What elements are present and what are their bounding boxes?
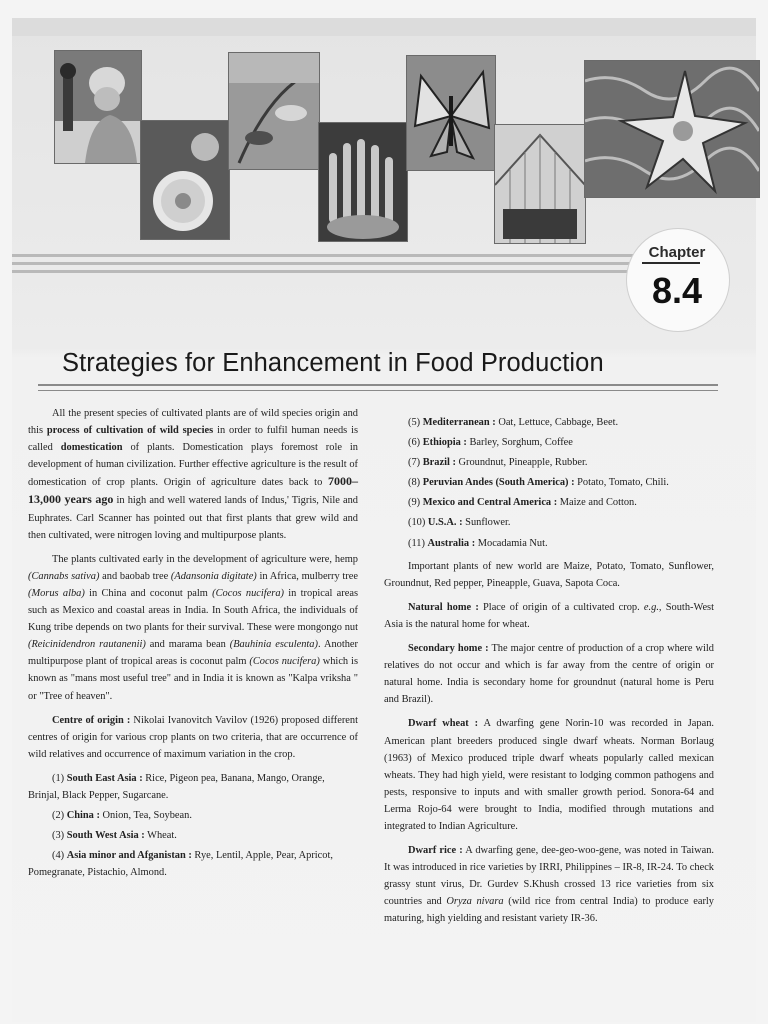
list-item: (1) South East Asia : Rice, Pigeon pea, Banana, Mango, Orange, Brinjal, Black Pepper, Sugarcane. [28, 772, 325, 801]
plant-seedling-photo [228, 52, 320, 170]
dwarf-wheat-paragraph: Dwarf wheat : A dwarfing gene Norin-10 was recorded in Japan. American plant breeders produced single dwarf wheats. Norman Borlaug (1963) of Mexico produced triple dwarf wheats popularly called mexican wheats. They had high yield, were resistant to lodging common pathogens and pests, responsive to inputs and with smaller growth period. Sonora-64 and Lerma Rojo-64 were brought to India, modified through mutations and integrated to Indian Agriculture. [384, 718, 714, 832]
sea-anemone-photo [318, 122, 408, 242]
left-column [28, 405, 358, 884]
scientist-photo [54, 50, 142, 164]
greenhouse-photo [494, 124, 586, 244]
chapter-number: 8.4 [651, 270, 703, 311]
list-item: (11) Australia : Mocadamia Nut. [408, 537, 548, 549]
list-item: (5) Mediterranean : Oat, Lettuce, Cabbage, Beet. [408, 417, 619, 428]
title-rule [38, 390, 718, 391]
secondary-home-paragraph: Secondary home : The major centre of production of a crop where wild relatives do not occur and which is far away from the centre of origin or natural home. India is secondary home for groundnut (natural home is Peru and Brazil). [384, 643, 714, 706]
list-item: (9) Mexico and Central America : Maize and Cotton. [408, 497, 637, 509]
title-rule [38, 384, 718, 386]
list-item: (4) Asia minor and Afganistan : Rye, Lentil, Apple, Pear, Apricot, Pomegranate, Pistachio, Almond. [28, 850, 333, 879]
butterfly-photo [406, 55, 496, 171]
page-title: Strategies for Enhancement in Food Production [62, 349, 604, 377]
early-plants-paragraph: The plants cultivated early in the development of agriculture were, hemp (Cannabs sativa) and baobab tree (Adansonia digitate) in Africa, mulberry tree (Morus alba) in China and coconut palm (Cocos nucifera) in tropical areas such as Mexico and coastal areas in India. In South Africa, the individuals of Kung tribe depends on two plants for their survival. These were mongongo nut (Reicinidendron rautanenii) and marama bean (Bauhinia esculenta). Another multipurpose plant of tropical areas is coconut palm (Cocos nucifera) which is known as "mans most useful tree" and in India it is known as "Kalpa vriksha " or "Tree of heaven". [28, 553, 359, 702]
starfish-coral-photo [584, 60, 760, 198]
decorative-stripe [12, 270, 652, 273]
chapter-label: Chapter [648, 244, 706, 261]
list-item: (10) U.S.A. : Sunflower. [408, 517, 511, 529]
list-item: (2) China : Onion, Tea, Soybean. [52, 810, 192, 822]
decorative-stripe [12, 262, 642, 265]
right-column [384, 414, 714, 935]
decorative-stripe [12, 254, 662, 257]
top-band [12, 18, 756, 36]
intro-paragraph: All the present species of cultivated plants are of wild species origin and this process of cultivation of wild species in order to fulfil human needs is called domestication of plants. Domestication plays foremost role in development of human civilization. Further effective agriculture is the result of domestication of crop plants. Origin of agriculture dates back to 7000–13,000 years ago in high and well watered lands of Indus,' Tigris, Nile and Euphrates. Carl Scanner has pointed out that first plants that grew wild and then cultivated, were nitrogen loving and multipurpose plants. [28, 408, 359, 541]
natural-home-paragraph: Natural home : Place of origin of a cultivated crop. e.g., South-West Asia is the natural home for wheat. [384, 601, 714, 630]
list-item: (8) Peruvian Andes (South America) : Potato, Tomato, Chili. [408, 477, 669, 489]
dandelion-photo [140, 120, 230, 240]
chapter-underline [642, 262, 700, 264]
list-item: (6) Ethiopia : Barley, Sorghum, Coffee [408, 437, 573, 449]
centre-of-origin-paragraph: Centre of origin : Nikolai Ivanovitch Vavilov (1926) proposed different centres of origin for various crop plants on two criteria, that are occurrence of wild relatives and occurrence of maximum variation in the crop. [28, 714, 358, 760]
list-item: (7) Brazil : Groundnut, Pineapple, Rubber. [408, 457, 588, 469]
dwarf-rice-paragraph: Dwarf rice : A dwarfing gene, dee-geo-woo-gene, was noted in Taiwan. It was introduced in rice varieties by IRRI, Philippines – IR-8, IR-24. To check grassy stunt virus, Dr. Gurdev S.Khush crossed 13 rice varieties from six countries and Oryza nivara (wild rice from central India) to produce early maturing, high yielding and resistant variety IR-36. [384, 845, 715, 925]
new-world-paragraph: Important plants of new world are Maize, Potato, Tomato, Sunflower, Groundnut, Red pepper, Pineapple, Guava, Sapota Coca. [384, 560, 714, 589]
list-item: (3) South West Asia : Wheat. [52, 830, 177, 842]
